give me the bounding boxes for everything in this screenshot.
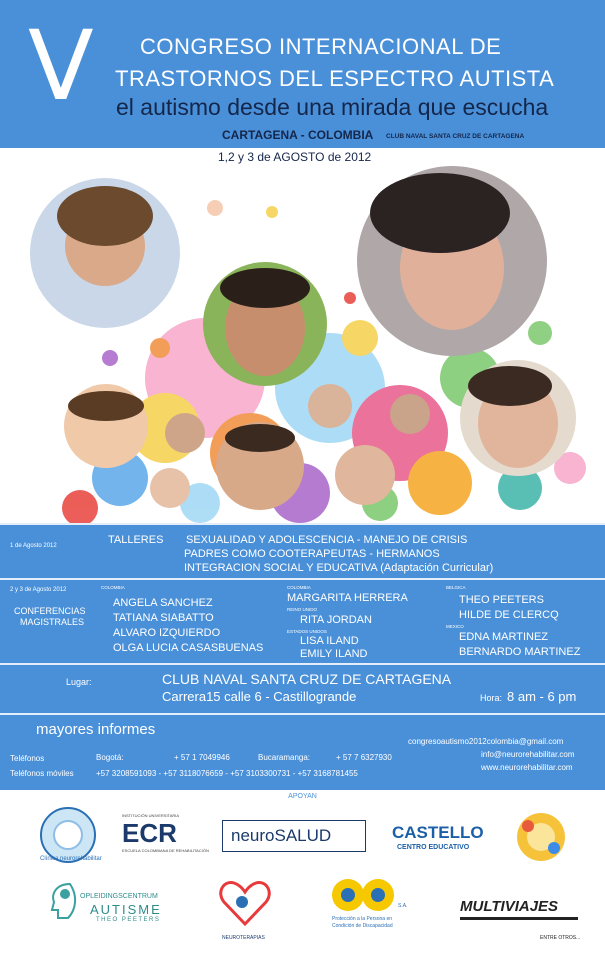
bucaramanga-number: + 57 7 6327930 bbox=[336, 753, 392, 762]
neuroterapias-label: NEUROTERAPIAS bbox=[222, 935, 265, 941]
hair bbox=[68, 391, 144, 421]
pp-logo bbox=[330, 877, 400, 917]
speaker: MARGARITA HERRERA bbox=[287, 592, 408, 604]
divider bbox=[0, 663, 605, 665]
conferencias-date: 2 y 3 de Agosto 2012 bbox=[10, 587, 67, 593]
info-title: mayores informes bbox=[36, 721, 156, 738]
theo-text: THEO PEETERS bbox=[96, 917, 161, 923]
country-label: MEXICO bbox=[446, 624, 464, 629]
face-photo-girl-small bbox=[150, 468, 190, 508]
speaker: BERNARDO MARTINEZ bbox=[459, 646, 581, 658]
lugar-address: Carrera15 calle 6 - Castillogrande bbox=[162, 689, 357, 704]
venue-small: CLUB NAVAL SANTA CRUZ DE CARTAGENA bbox=[386, 133, 525, 140]
event-dates: 1,2 y 3 de AGOSTO de 2012 bbox=[218, 150, 372, 164]
hair bbox=[468, 366, 552, 406]
bogota-number: + 57 1 7049946 bbox=[174, 753, 230, 762]
speaker: LISA ILAND bbox=[300, 635, 359, 647]
talleres-date: 1 de Agosto 2012 bbox=[10, 543, 57, 549]
bubble bbox=[62, 490, 98, 523]
title-line-2: TRASTORNOS DEL ESPECTRO AUTISTA bbox=[115, 66, 555, 91]
bucaramanga-label: Bucaramanga: bbox=[258, 753, 311, 762]
opleidings-text: OPLEIDINGSCENTRUM bbox=[80, 893, 158, 900]
ecr-sub: ESCUELA COLOMBIANA DE REHABILITACIÓN bbox=[122, 848, 209, 853]
talleres-line-2: PADRES COMO COOTERAPEUTAS - HERMANOS bbox=[184, 548, 440, 560]
city: CARTAGENA - COLOMBIA bbox=[222, 128, 374, 142]
neurosalud-name: neuroSALUD bbox=[231, 826, 332, 845]
talleres-line-1: SEXUALIDAD Y ADOLESCENCIA - MANEJO DE CRISIS bbox=[186, 534, 468, 546]
speaker: TATIANA SIABATTO bbox=[113, 612, 214, 624]
speaker: ANGELA SANCHEZ bbox=[113, 597, 213, 609]
bubble-collage bbox=[0, 148, 605, 523]
info-panel bbox=[0, 713, 605, 790]
gear-logo bbox=[512, 808, 570, 866]
photo-collage bbox=[0, 148, 605, 523]
speaker: THEO PEETERS bbox=[459, 594, 544, 606]
face-photo-small bbox=[165, 413, 205, 453]
hair bbox=[57, 186, 153, 246]
country-label: BELGICA bbox=[446, 585, 466, 590]
talleres-title: TALLERES bbox=[108, 534, 164, 546]
conferencias-title-1: CONFERENCIAS bbox=[14, 606, 86, 616]
sponsors-panel bbox=[0, 790, 605, 960]
multiviajes-underline bbox=[460, 917, 578, 920]
bubble bbox=[102, 350, 118, 366]
bubble bbox=[408, 451, 472, 515]
multiviajes-logo: MULTIVIAJES bbox=[460, 898, 559, 915]
subtitle: el autismo desde una mirada que escucha bbox=[116, 94, 549, 120]
ecr-small: INSTITUCIÓN UNIVERSITARIA bbox=[122, 813, 180, 818]
face-photo-small bbox=[308, 384, 352, 428]
talleres-line-3: INTEGRACION SOCIAL Y EDUCATIVA (Adaptación Curricular) bbox=[184, 562, 494, 574]
title-line-1: CONGRESO INTERNACIONAL DE bbox=[140, 34, 502, 59]
entre-otros: ENTRE OTROS... bbox=[540, 935, 581, 941]
pp-sub-1: Protección a la Persona en bbox=[332, 916, 393, 922]
bubble bbox=[266, 206, 278, 218]
face-photo-man bbox=[390, 394, 430, 434]
roman-numeral: V bbox=[28, 10, 94, 122]
bogota-label: Bogotá: bbox=[96, 753, 124, 762]
ecr-logo: ECR bbox=[122, 818, 177, 848]
autisme-head-icon bbox=[48, 880, 78, 920]
bubble bbox=[342, 320, 378, 356]
email-link[interactable]: info@neurorehabilitar.com bbox=[481, 750, 575, 759]
heart-logo bbox=[218, 878, 272, 928]
conferencias-title-2: MAGISTRALES bbox=[20, 617, 85, 627]
pp-sub-2: Condición de Discapacidad bbox=[332, 923, 393, 929]
tel-label: Teléfonos bbox=[10, 754, 45, 763]
apoyan-label: APOYAN bbox=[288, 793, 317, 800]
speaker: OLGA LUCIA CASASBUENAS bbox=[113, 642, 264, 654]
country-label: COLOMBIA bbox=[101, 585, 125, 590]
clinica-name: Clínica neurorehabilitar bbox=[40, 856, 102, 862]
country-label: ESTADOS UNIDOS bbox=[287, 629, 327, 634]
hora-label: Hora: bbox=[480, 693, 503, 703]
neurosalud-logo bbox=[222, 820, 366, 852]
hair bbox=[370, 173, 510, 253]
bubble bbox=[150, 338, 170, 358]
castello-sub: CENTRO EDUCATIVO bbox=[397, 844, 470, 851]
web-link[interactable]: www.neurorehabilitar.com bbox=[481, 763, 573, 772]
divider bbox=[0, 578, 605, 580]
pp-sa: S.A. bbox=[398, 903, 408, 909]
autisme-text: AUTISME bbox=[90, 902, 162, 917]
speaker: EDNA MARTINEZ bbox=[459, 631, 549, 643]
speaker: EMILY ILAND bbox=[300, 648, 368, 660]
speaker: ALVARO IZQUIERDO bbox=[113, 627, 221, 639]
divider bbox=[0, 523, 605, 525]
bubble bbox=[344, 292, 356, 304]
bubble bbox=[207, 200, 223, 216]
lugar-name: CLUB NAVAL SANTA CRUZ DE CARTAGENA bbox=[162, 671, 452, 687]
program-panel bbox=[0, 523, 605, 713]
divider bbox=[0, 713, 605, 715]
mobiles-numbers: +57 3208591093 - +57 3118076659 - +57 3103300731 - +57 3168781455 bbox=[96, 769, 358, 778]
email-link[interactable]: congresoautismo2012colombia@gmail.com bbox=[408, 737, 564, 746]
castello-logo: CASTELLO bbox=[392, 823, 484, 842]
country-label: COLOMBIA bbox=[287, 585, 311, 590]
speaker: RITA JORDAN bbox=[300, 614, 372, 626]
hair bbox=[225, 424, 295, 452]
bubble bbox=[528, 321, 552, 345]
speaker: HILDE DE CLERCQ bbox=[459, 609, 559, 621]
face-photo-boy-3 bbox=[335, 445, 395, 505]
mobiles-label: Teléfonos móviles bbox=[10, 769, 74, 778]
hair bbox=[220, 268, 310, 308]
lugar-label: Lugar: bbox=[66, 677, 92, 687]
hora-value: 8 am - 6 pm bbox=[507, 689, 577, 704]
country-label: REINO UNIDO bbox=[287, 607, 318, 612]
